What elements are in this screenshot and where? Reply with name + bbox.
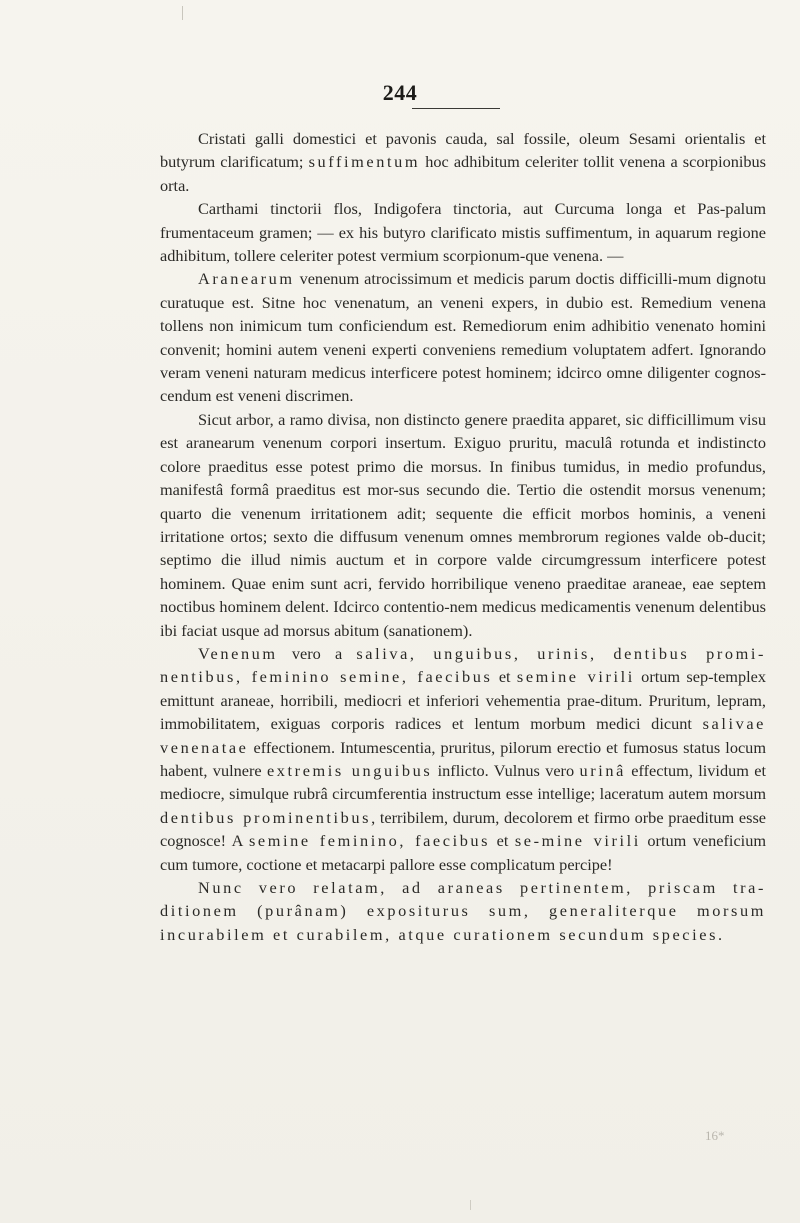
body-text (160, 127, 766, 946)
spaced-emphasis-text: dentibus prominentibus (160, 807, 372, 827)
paragraph-text: hoc adhibitum celeriter tollit venena a scorpionibus orta. (160, 152, 767, 195)
page-number: 244 (382, 80, 418, 105)
paragraph (160, 642, 766, 876)
paragraph-text: ortum veneficium cum tumore, coctione et metacarpi pallore esse complicatum percipe! (160, 831, 767, 874)
paragraph-text: venenum atrocissimum et medicis parum doctis difficilli-mum dignotu curatuque est. Sitne hoc venenatum, an veneni expers, in dubio est. Remedium venena tollens non inimicum tum conficiendum est. Remediorum enim adhibitio venenato homini convenit; homini autem veneni experti conveniens remedium voluptatem adfert. Ignorando veram veneni naturam medicus interficere potest hominem; idcirco omne diligenter cognos-cendum est veneni discrimen. (160, 269, 766, 406)
spaced-emphasis-text: se-mine virili (514, 831, 641, 851)
paragraph-text: Cristati galli domestici et pavonis cauda, sal fossile, oleum Sesami orientalis et butyrum clarificatum; (160, 129, 766, 172)
spaced-emphasis-text: suffimentum (308, 152, 421, 172)
spaced-emphasis-text: urinâ (579, 760, 626, 780)
paragraph (160, 876, 766, 946)
paragraph-text: inflicto. Vulnus vero (432, 760, 580, 780)
paragraph (160, 127, 766, 197)
spaced-emphasis-text: Nunc vero relatam, ad araneas pertinentem, priscam tra-ditionem (purânam) expositurus sum, generaliterque morsum incurabilem et curabilem, atque curationem secundum species. (160, 878, 766, 944)
spaced-emphasis-text: Venenum (198, 643, 278, 663)
scan-edge-mark (182, 6, 183, 20)
spaced-emphasis-text: saliva, unguibus, urinis, dentibus promi-nentibus, feminino semine, faecibus (160, 643, 766, 687)
spaced-emphasis-text: extremis unguibus (266, 760, 433, 780)
paragraph-text: , terribilem, durum, decolorem et firmo orbe praeditum esse cognosce! A (160, 807, 767, 851)
paragraph-text: Carthami tinctorii flos, Indigofera tinctoria, aut Curcuma longa et Pas-palum frumentaceum gramen; — ex his butyro clarificato mistis suffimentum, in aquarum regione adhibitum, tollere celeriter potest vermium scorpionum-que venena. — (160, 199, 766, 266)
spaced-emphasis-text: semine feminino, faecibus (248, 831, 491, 851)
paragraph (160, 267, 766, 407)
paragraph-text: et (490, 831, 515, 851)
paragraph (160, 197, 766, 267)
paragraph-text: et (492, 667, 517, 687)
spaced-emphasis-text: salivae venenatae (160, 714, 766, 757)
spaced-emphasis-text: Aranearum (198, 269, 295, 289)
paragraph (160, 408, 766, 642)
signature-mark: 16* (705, 1128, 725, 1143)
paragraph-text: ortum sep-templex emittunt araneae, horribili, mediocri et inferiori vehementia prae-ditum. Pruritum, lepram, immobilitatem, exiguas corporis radices et lentum morbum medici dicunt (160, 667, 766, 734)
scan-edge-mark-bottom (470, 1200, 471, 1210)
paragraph-text: effectum, lividum et mediocre, simulque rubrâ circumferentia instructum esse intellige; laceratum autem morsum (160, 760, 766, 804)
paragraph-text: vero a (277, 643, 357, 663)
paragraph-text: Sicut arbor, a ramo divisa, non distincto genere praedita apparet, sic difficillimum visu est aranearum venenum corpori insertum. Exiguo pruritu, maculâ rotunda et indistincto colore praeditus esse potest primo die morsus. In finibus tumidus, in medio profundus, manifestâ formâ praeditus est mor-sus secundo die. Tertio die ostendit morsus venenum; quarto die venenum irritationem adit; sequente die efficit morbos hominis, a veneni irritatione ortos; sexto die diffusum venenum omnes membrorum regiones valde ob-ducit; septimo die illud nimis auctum et in corpore valde circumgressum interficere potest hominem. Quae enim sunt acri, fervido horribilique veneno praeditae araneae, eae septem noctibus hominem delent. Idcirco contentio-nem medicus medicamentis venenum delentibus ibi faciat usque ad morsus abitum (sanationem). (160, 409, 766, 640)
page-number-rule (412, 108, 500, 109)
paragraph-text: effectionem. Intumescentia, pruritus, pilorum erectio et fumosus status locum habent, vulnere (160, 737, 766, 780)
spaced-emphasis-text: semine virili (516, 667, 635, 687)
